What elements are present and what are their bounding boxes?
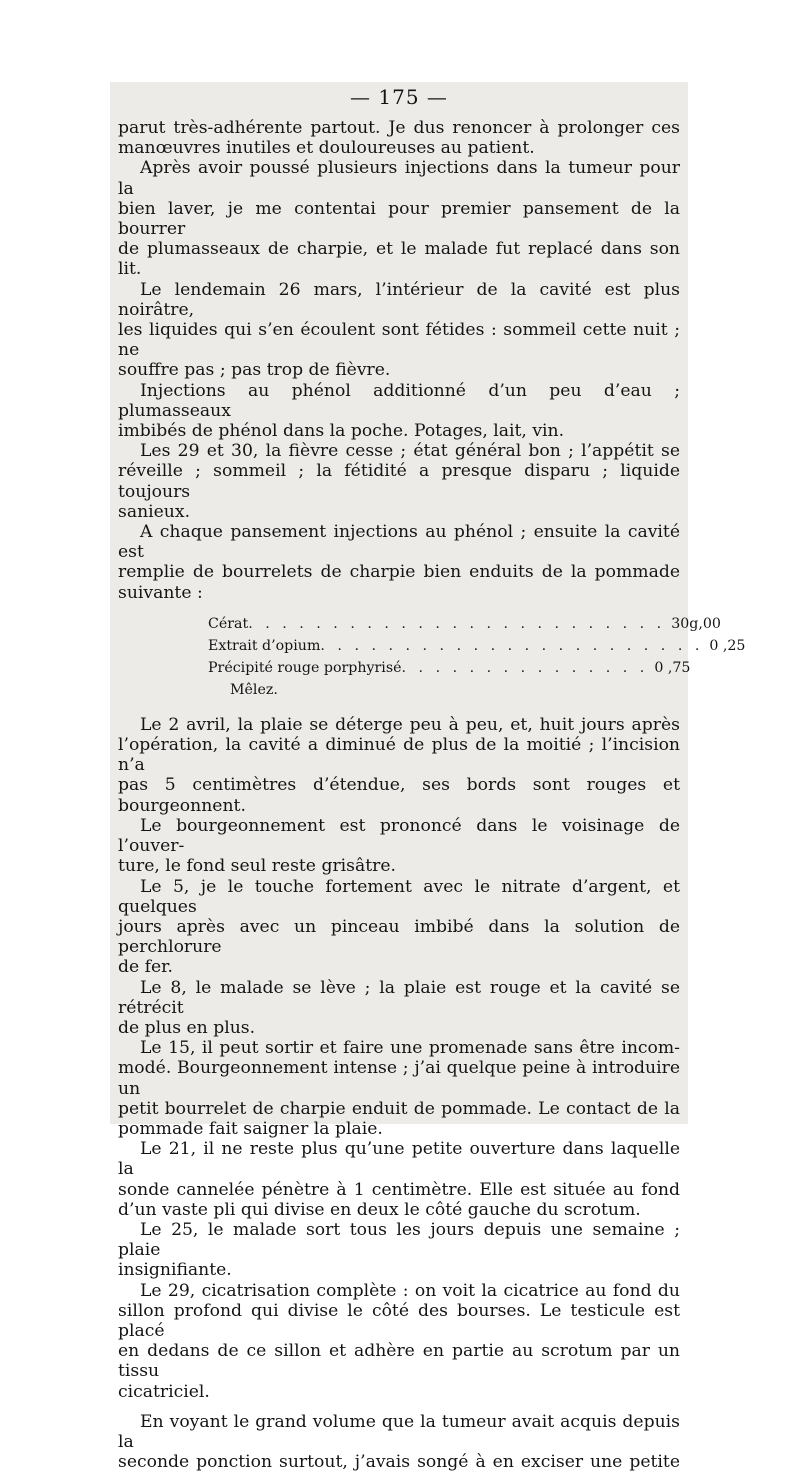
text-line: En voyant le grand volume que la tumeur avait acquis depuis la bbox=[118, 1411, 680, 1452]
text-block-before-recipe bbox=[118, 118, 680, 603]
text-line: Le 25, le malade sort tous les jours depuis une semaine ; plaie bbox=[118, 1219, 680, 1261]
text-line: Le 21, il ne reste plus qu’une petite ouverture dans laquelle la bbox=[118, 1139, 680, 1180]
paragraph bbox=[118, 1220, 680, 1281]
recipe-quantity: 30g,00 bbox=[671, 615, 721, 632]
text-line: d’un vaste pli qui divise en deux le côté gauche du scrotum. bbox=[118, 1199, 641, 1220]
text-line: bien laver, je me contentai pour premier pansement de la bourrer bbox=[118, 198, 680, 240]
recipe-ingredient: Cérat bbox=[208, 615, 249, 632]
text-line: l’opération, la cavité a diminué de plus de la moitié ; l’incision n’a bbox=[118, 735, 680, 776]
text-line: pas 5 centimètres d’étendue, ses bords sont rouges et bourgeonnent. bbox=[118, 775, 680, 816]
text-line: en dedans de ce sillon et adhère en partie au scrotum par un tissu bbox=[118, 1341, 680, 1382]
text-line: Le lendemain 26 mars, l’intérieur de la cavité est plus noirâtre, bbox=[118, 279, 680, 320]
text-line: imbibés de phénol dans la poche. Potages, lait, vin. bbox=[118, 421, 565, 442]
text-line: pommade fait saigner la plaie. bbox=[118, 1118, 383, 1139]
recipe-ingredient: Précipité rouge porphyrisé bbox=[208, 659, 402, 676]
recipe-leader-dots: . . . . . . . . . . . . . . . bbox=[401, 659, 649, 676]
paragraph bbox=[118, 1038, 680, 1139]
paragraph bbox=[118, 816, 680, 877]
paragraph bbox=[118, 1281, 680, 1402]
page-body bbox=[118, 82, 746, 1472]
text-line: Le bourgeonnement est prononcé dans le voisinage de l’ouver- bbox=[118, 815, 680, 857]
text-line: sonde cannelée pénètre à 1 centimètre. Elle est située au fond bbox=[118, 1179, 680, 1200]
text-line: souffre pas ; pas trop de fièvre. bbox=[118, 360, 391, 381]
text-line: sillon profond qui divise le côté des bourses. Le testicule est placé bbox=[118, 1300, 680, 1341]
page-number: — 175 — bbox=[350, 85, 448, 109]
text-line: jours après avec un pinceau imbibé dans la solution de perchlorure bbox=[118, 916, 680, 958]
text-line: A chaque pansement injections au phénol ; ensuite la cavité est bbox=[118, 522, 680, 563]
recipe-footer: Mêlez. bbox=[230, 681, 278, 698]
paragraph bbox=[118, 118, 680, 158]
text-line: de plus en plus. bbox=[118, 1017, 256, 1038]
text-line: ture, le fond seul reste grisâtre. bbox=[118, 856, 396, 877]
recipe-item bbox=[208, 657, 691, 679]
text-line: seconde ponction surtout, j’avais songé à en exciser une petite bbox=[118, 1452, 680, 1472]
paragraph bbox=[118, 441, 680, 522]
recipe-quantity: 0 ,75 bbox=[654, 659, 691, 676]
recipe-quantity: 0 ,25 bbox=[709, 637, 746, 654]
text-line: Le 2 avril, la plaie se déterge peu à peu, et, huit jours après bbox=[140, 714, 680, 735]
text-line: les liquides qui s’en écoulent sont fétides : sommeil cette nuit ; ne bbox=[118, 320, 680, 361]
text-line: Les 29 et 30, la fièvre cesse ; état général bon ; l’appétit se bbox=[140, 441, 680, 462]
paragraph bbox=[118, 381, 680, 442]
text-line: petit bourrelet de charpie enduit de pommade. Le contact de la bbox=[118, 1098, 680, 1119]
book-page bbox=[110, 82, 746, 1472]
paragraph bbox=[118, 1412, 680, 1472]
text-line: cicatriciel. bbox=[118, 1381, 210, 1402]
text-line: Le 29, cicatrisation complète : on voit la cicatrice au fond du bbox=[140, 1280, 680, 1301]
text-line: Le 5, je le touche fortement avec le nitrate d’argent, et quelques bbox=[118, 876, 680, 917]
paragraph bbox=[118, 280, 680, 381]
recipe-ingredient: Extrait d’opium bbox=[208, 637, 321, 654]
text-line: Après avoir poussé plusieurs injections dans la tumeur pour la bbox=[118, 158, 680, 199]
text-block-after-recipe bbox=[118, 715, 680, 1402]
recipe-leader-dots: . . . . . . . . . . . . . . . . . . . . . . . . . bbox=[248, 615, 666, 632]
text-line: remplie de bourrelets de charpie bien enduits de la pommade bbox=[118, 562, 680, 583]
recipe-leader-dots: . . . . . . . . . . . . . . . . . . . . . . . bbox=[320, 637, 704, 654]
recipe-item bbox=[208, 613, 721, 635]
recipe-item bbox=[208, 635, 746, 657]
text-line: parut très-adhérente partout. Je dus renoncer à prolonger ces bbox=[118, 118, 680, 138]
paragraph bbox=[118, 1139, 680, 1220]
text-line: Le 15, il peut sortir et faire une promenade sans être incom- bbox=[140, 1038, 680, 1059]
text-line: Le 8, le malade se lève ; la plaie est rouge et la cavité se rétrécit bbox=[118, 977, 680, 1018]
text-line: sanieux. bbox=[118, 501, 191, 522]
paragraph bbox=[118, 715, 680, 816]
text-line: modé. Bourgeonnement intense ; j’ai quelque peine à introduire un bbox=[118, 1058, 680, 1099]
text-line: de fer. bbox=[118, 957, 173, 978]
section-gap bbox=[118, 1402, 680, 1412]
text-block-closing bbox=[118, 1412, 680, 1472]
text-line: Injections au phénol additionné d’un peu d’eau ; plumasseaux bbox=[118, 380, 680, 421]
text-line: suivante : bbox=[118, 582, 203, 603]
recipe-list bbox=[208, 613, 746, 701]
paragraph bbox=[118, 877, 680, 978]
text-line: de plumasseaux de charpie, et le malade fut replacé dans son lit. bbox=[118, 239, 680, 280]
paragraph bbox=[118, 978, 680, 1039]
paragraph bbox=[118, 522, 680, 603]
text-line: réveille ; sommeil ; la fétidité a presque disparu ; liquide toujours bbox=[118, 461, 680, 502]
text-line: insignifiante. bbox=[118, 1260, 232, 1281]
paragraph bbox=[118, 158, 680, 279]
text-line: manœuvres inutiles et douloureuses au patient. bbox=[118, 138, 535, 159]
